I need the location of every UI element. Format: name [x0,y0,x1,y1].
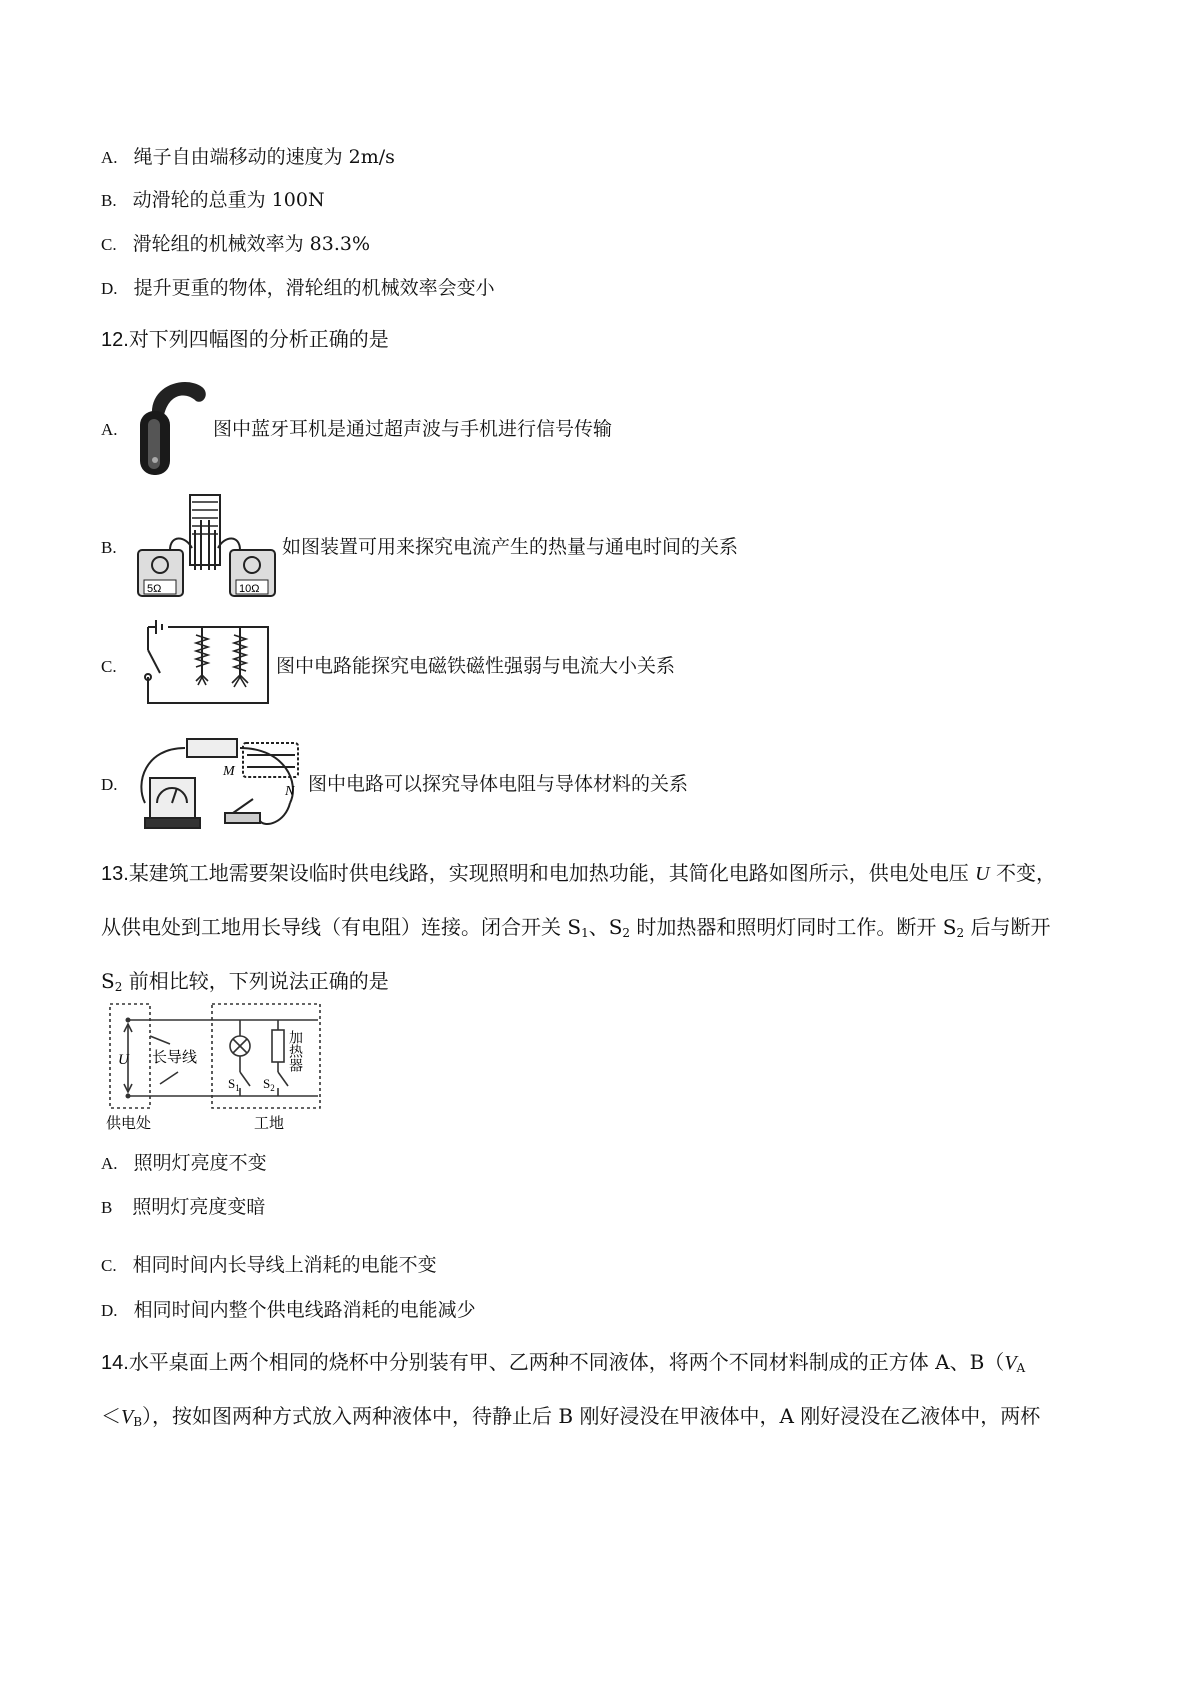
electromagnet-circuit-image [128,615,278,710]
stem-text: 前相比较，下列说法正确的是 [122,969,389,993]
q12-option-a-text: 图中蓝牙耳机是通过超声波与手机进行信号传输 [213,418,613,440]
q13-option-a [101,1151,267,1176]
question-number: 12. [101,329,129,351]
volume-symbol: V [1004,1352,1017,1374]
q12-option-d-text: 图中电路可以探究导体电阻与导体材料的关系 [308,773,689,795]
subscript: A [1016,1361,1026,1375]
option-letter: C. [101,657,117,676]
q11-option-b [101,188,325,213]
question-number: 13. [101,863,129,885]
stem-text: ），按如图两种方式放入两种液体中，待静止后 B 刚好浸没在甲液体中，A 刚好浸没在乙液体中，两杯 [142,1404,1041,1428]
option-letter: A. [101,148,118,167]
q14-stem-line-2 [101,1404,1040,1434]
q11-option-a [101,145,395,170]
option-text: 照明灯亮度不变 [133,1152,267,1174]
voltage-label: U [118,1052,129,1068]
resistance-material-circuit-image [125,733,305,833]
option-text: 相同时间内长导线上消耗的电能不变 [132,1254,437,1276]
option-text: 动滑轮的总重为 100N [132,189,325,211]
stem-text: 某建筑工地需要架设临时供电线路，实现照明和电加热功能，其简化电路如图所示，供电处电压 [128,861,976,885]
q12-option-b-text: 如图装置可用来探究电流产生的热量与通电时间的关系 [282,536,739,558]
option-letter: D. [101,279,118,298]
q13-option-d [101,1298,476,1323]
subscript: 2 [114,980,123,994]
option-text: 照明灯亮度变暗 [132,1196,266,1218]
switch-s1-label: $S_1$ [228,1076,240,1093]
option-letter: A. [101,420,118,439]
q12-option-c-letter [101,654,117,679]
option-letter: D. [101,1301,118,1320]
heater-label: 加热器 [287,1030,303,1072]
subscript: 2 [956,926,965,940]
option-text: 绳子自由端移动的速度为 2m/s [133,146,395,168]
stem-text: 、S [588,915,623,939]
q13-stem-line-3 [101,969,389,999]
option-text: 滑轮组的机械效率为 83.3% [132,233,371,255]
joule-heating-apparatus-image [130,490,280,600]
q13-stem-line-2 [101,915,1050,945]
stem-text: 不变， [989,861,1056,885]
subscript: 1 [581,926,589,940]
subscript: 2 [622,926,631,940]
switch-s2-label: $S_2$ [263,1076,275,1093]
option-text: 相同时间内整个供电线路消耗的电能减少 [133,1299,476,1321]
volume-symbol: V [121,1406,134,1428]
bluetooth-earphone-image [130,375,210,477]
resistor-label-10: 10Ω [239,583,260,595]
point-m-label: M [223,764,235,779]
q12-option-c-text: 图中电路能探究电磁铁磁性强弱与电流大小关系 [276,655,676,677]
voltage-symbol: U [975,863,990,885]
stem-text: 时加热器和照明灯同时工作。断开 S [630,915,957,939]
option-letter: B. [101,538,117,557]
option-letter: A. [101,1154,118,1173]
resistor-label-5: 5Ω [147,583,162,595]
q11-option-d [101,276,495,301]
option-letter: C. [101,235,117,254]
site-label: 工地 [254,1114,285,1132]
stem-text: 从供电处到工地用长导线（有电阻）连接。闭合开关 S [101,915,582,939]
q12-option-d-letter [101,772,118,797]
stem-text: S [101,969,115,993]
q12-stem [101,327,389,352]
option-letter: D. [101,775,118,794]
option-text: 提升更重的物体，滑轮组的机械效率会变小 [133,277,495,299]
q13-option-c [101,1253,437,1278]
stem-text: 后与断开 [964,915,1051,939]
option-letter: B. [101,191,117,210]
q13-stem-line-1 [101,861,1056,886]
stem-text: ＜ [101,1404,121,1428]
option-letter: B [101,1198,113,1217]
subscript: B [133,1415,143,1429]
q14-stem-line-1 [101,1350,1025,1380]
long-wire-label: 长导线 [152,1048,198,1066]
option-letter: C. [101,1256,117,1275]
point-n-label: N [285,784,295,799]
q12-option-b-letter [101,535,117,560]
q11-option-c [101,232,370,257]
q12-option-a-letter [101,417,118,442]
supply-point-label: 供电处 [106,1114,152,1132]
q13-option-b [101,1195,265,1220]
question-text: 对下列四幅图的分析正确的是 [128,327,389,351]
stem-text: 水平桌面上两个相同的烧杯中分别装有甲、乙两种不同液体，将两个不同材料制成的正方体 A、B（ [128,1350,1005,1374]
question-number: 14. [101,1352,129,1374]
supply-circuit-diagram [100,1000,330,1132]
